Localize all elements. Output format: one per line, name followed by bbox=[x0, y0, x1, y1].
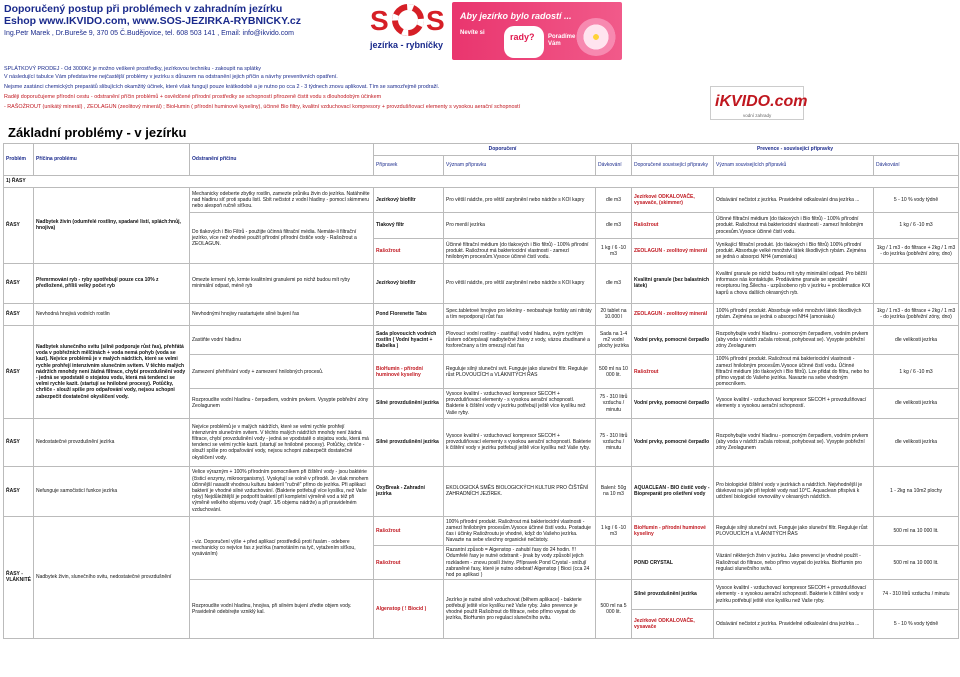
header-line1: Doporučený postup při problémech v zahradním jezírku bbox=[4, 3, 283, 15]
table-row bbox=[4, 418, 959, 466]
prev-desc: Pro biologické čištění vody v jezírkách a nádržích. Nejvhodnější je dávkovat na jaře při teplotě vody nad 10°C. Aquaclean přispívá k udržení biologické rovnováhy v okrasných nádržích. bbox=[714, 466, 874, 516]
prev-desc: 100% přírodní produkt. Absorbuje velké množství látek škodlivých rybám. Zejména se jedná o absorpci NH4 (amoniaku) bbox=[714, 303, 874, 325]
prev-desc: Vysoce kvalitní - vzduchovací kompresor SECOH + provzdušňovací elementy - s vysokou aerační schopností. Bakterie k čištění vody v jezírku potřebují ještě více kyslíku než Vaše ryby. bbox=[714, 580, 874, 610]
col-doporuceni: Doporučení bbox=[374, 144, 632, 156]
prev-dose: 1 - 2kg na 10m2 plochy bbox=[874, 466, 959, 516]
cause-cell: Nadbytek živin, slunečního svitu, nedostatečné provzdušnění bbox=[34, 516, 190, 639]
fix-cell: Omezte krmení ryb, krmte kvalitními granulemi po nichž budou mít ryby minimální odpad, méně ryb bbox=[190, 263, 374, 303]
col-cause: Příčina problému bbox=[34, 144, 190, 176]
problem-cell: ŘASY bbox=[4, 418, 34, 466]
header-line2[interactable]: Eshop www.IKVIDO.com, www.SOS-JEZIRKA-RYBNICKY.cz bbox=[4, 15, 301, 27]
prev-dose: dle velikosti jezírka bbox=[874, 389, 959, 418]
prep-dose: 500 ml na 5 000 lit. bbox=[596, 580, 632, 639]
cause-cell: Nadbytek živin (odumřelé rostliny, spadané listí, splách:hnůj, hnojiva) bbox=[34, 188, 190, 264]
fix-cell: Zamezení přehřívání vody + zamezení hnilobných procesů. bbox=[190, 355, 374, 389]
prep-desc: Vysoce kvalitní - vzduchovací kompresor SECOH + provzdušňovací elementy - s vysokou aerační schopností. Bakterie k čištění vody v jezírku potřebují ještě více kyslíku než Vaše ryby. bbox=[444, 389, 596, 418]
prep-dose: 20 tablet na 10.000 l bbox=[596, 303, 632, 325]
prep-name: Sada plovoucích vodních rostlin ( Vodní hyacint + Babelka ) bbox=[374, 325, 444, 354]
table-row bbox=[4, 263, 959, 303]
prep-name: Rašožrout bbox=[374, 546, 444, 580]
prep-desc: Reguluje silný sluneční svit. Funguje jako sluneční filtr. Reguluje růst PLOVOUCÍCH a VLÁKNITÝCH ŘAS bbox=[444, 355, 596, 389]
prev-desc: Účinné filtrační médium (do tlakových i Bio filtrů) - 100% přírodní produkt. Rašožrout má bakteriocidní vlastnosti - zamezí hnilobným procesům.Vysoce účinné čistí vodu. bbox=[714, 213, 874, 238]
prep-name: Pond Florenette Tabs bbox=[374, 303, 444, 325]
prev-desc: Odsávání nečistot z jezírka. Pravidelné odkalování dna jezírka ... bbox=[714, 188, 874, 213]
banner-sub: Nevíte si bbox=[460, 30, 485, 36]
sos-logo-sub: jezírka - rybníčky bbox=[370, 40, 444, 50]
prev-desc: Rozpohybujte vodní hladinu - pomocným čerpadlem, vodním prvkem (aby voda v nádrži začala rotovat, pohybovat se). Vysypte pobřežní zóny Zeolagunem bbox=[714, 325, 874, 354]
prev-desc: Vázání některých živin v jezírku. Jako prevenci je vhodné použít - Rašožrout do filtrace, nebo přímo vsypat do jezírka. BioHumin pro regulaci slunečního svitu. bbox=[714, 546, 874, 580]
prev-dose: 1 kg / 6 -10 m3 bbox=[874, 213, 959, 238]
header-address: Ing.Petr Marek , Dr.Bureše 9, 370 05 Č.Budějovice, tel. 608 503 141 , Email: info@ikvido.com bbox=[4, 30, 294, 37]
prep-dose: Balení: 50g na 10 m3 bbox=[596, 466, 632, 516]
prep-name: Jezírkový biofiltr bbox=[374, 188, 444, 213]
prev-desc: Rozpohybujte vodní hladinu - pomocným čerpadlem, vodním prvkem (aby voda v nádrži začala rotovat, pohybovat se). Vysypte pobřežní zóny Zeolagunem bbox=[714, 418, 874, 466]
prep-dose: dle m3 bbox=[596, 263, 632, 303]
prep-desc: Plovoucí vodní rostliny - zastiňují vodní hladinu, svým rychlým růstem odčerpávají nadbytečné živiny z vody, vázou zbudinané a fosforečnany a tím omezují růst řas bbox=[444, 325, 596, 354]
col-pripravek: Přípravek bbox=[374, 156, 444, 176]
prep-desc: Pro větší nádrže, pro větší zarybnění nebo nádrže s KOI kapry bbox=[444, 188, 596, 213]
prep-desc: 100% přírodní produkt. Rašožrout má bakteriocidní vlastnosti - zamezí hnilobným procesům.Vysoce účinné čistí vodu. Postaduje čas i účinky Rašožroutu je vhodné, když do Vašeho jezírka. Navazte na sebe všechny organické nečistoty. bbox=[444, 516, 596, 546]
prep-name: Rašožrout bbox=[374, 516, 444, 546]
prev-name: ZEOLAGUN - zeolitový minerál bbox=[632, 303, 714, 325]
fix-cell: Velice výrazným + 100% přírodním pomocníkem při čištění vody - jsou baktérie (čisticí enzymy, mikroorganismy). Vyskytují se volně v přírodě. Je však mnohem účinnější nasadit vhodnou kulturu bakterií "ručně" přímo do jezírka. Při aplikaci bakterií je vhodné silné vzduchování. (Bakterie potřebují více kyslíku, než Vaše ryby) Nejdůležitější je podpořit bakterií při kompletní výměně vod a též při výměně velkého objemu vody (např. 1/5 objemu nádrže) a při pravidelném vzduchování. bbox=[190, 466, 374, 516]
intro-chem: Nejsme zastánci chemických preparátů slibujících okamžitý účinek, které však fungují pouze krátkodobě a je nutno po cca 2 - 3 týdnech znovu aplikovat. Tím se samozřejmě prodraží. bbox=[4, 84, 440, 90]
prep-dose: 500 ml na 10 000 lit. bbox=[596, 355, 632, 389]
prev-name: Kvalitní granule (bez balastních látek) bbox=[632, 263, 714, 303]
intro-table: V následující tabulce Vám představíme nejčastější problémy v jezírku s důrazem na odstranění jejich příčin a návrhy preventivních opatření. bbox=[4, 74, 338, 80]
section-rasy: 1) ŘASY bbox=[4, 176, 959, 188]
problem-cell: ŘASY - VLÁKNITÉ bbox=[4, 516, 34, 639]
problem-cell: ŘASY bbox=[4, 325, 34, 418]
prev-desc: Vysoce kvalitní - vzduchovací kompresor SECOH + provzdušňovací elementy s vysokou aerační schopností. bbox=[714, 389, 874, 418]
prep-desc: EKOLOGICKÁ SMĚS BIOLOGICKÝCH KULTUR PRO ČIŠTĚNÍ ZAHRADNÍCH JEZÍREK. bbox=[444, 466, 596, 516]
prev-dose: 500 ml na 10 000 lit. bbox=[874, 546, 959, 580]
problem-cell: ŘASY bbox=[4, 188, 34, 264]
cause-cell: Nefunguje samočisticí funkce jezírka bbox=[34, 466, 190, 516]
prev-dose: 1kg / 1 m3 - do filtrace + 2kg / 1 m3 - do jezírka (pobřežní zóny, dno) bbox=[874, 303, 959, 325]
prev-dose: dle velikosti jezírka bbox=[874, 418, 959, 466]
prep-dose: dle m3 bbox=[596, 188, 632, 213]
prev-name: Jezírkové ODKALOVAČE, vysavače bbox=[632, 609, 714, 639]
prep-desc: Spec.tabletové hnojivo pro lekníny - neobsahuje fosfáty ani nitráty a tím nepodporují růst řas bbox=[444, 303, 596, 325]
flower-icon bbox=[576, 18, 616, 56]
cause-cell: Přemrmování ryb - ryby spotřebují pouze cca 10% z předložené, příliš velký počet ryb bbox=[34, 263, 190, 303]
fix-cell: Nevhodnými hnojivy nastartujete silné bujení řas bbox=[190, 303, 374, 325]
problem-cell: ŘASY bbox=[4, 466, 34, 516]
problem-table bbox=[3, 143, 959, 639]
fix-cell: Do tlakových i Bio Filtrů - použijte účinná filtrační média. Nemáte-li filtrační jezírko, více než vhodné použít přírodní přírodní čističe vody - Rašožrout a ZEOLAGUN. bbox=[190, 213, 374, 264]
svg-text:S: S bbox=[370, 5, 389, 36]
prep-name: Tlakový filtr bbox=[374, 213, 444, 238]
problem-cell: ŘASY bbox=[4, 263, 34, 303]
table-row bbox=[4, 188, 959, 213]
prev-name: Silné provzdušnění jezírka bbox=[632, 580, 714, 610]
prev-name: Vodní prvky, pomocné čerpadlo bbox=[632, 325, 714, 354]
prev-desc: Odsávání nečistot z jezírka. Pravidelné odkalování dna jezírka ... bbox=[714, 609, 874, 639]
ikvido-logo[interactable] bbox=[710, 86, 808, 120]
col-vyznam: Význam přípravku bbox=[444, 156, 596, 176]
prep-desc: Účinné filtrační médium (do tlakových i Bio filtrů) - 100% přírodní produkt. Rašožrout má bakteriocidní vlastnosti - zamezí hnilobným procesům.Vysoce účinné čistí vodu. bbox=[444, 238, 596, 263]
prev-name: Jezírkové ODKALOVAČE, vysavače, (skimmer) bbox=[632, 188, 714, 213]
prep-desc: Pro menší jezírka bbox=[444, 213, 596, 238]
intro-products: - RAŠOŽROUT (unikátý minerál) , ZEOLAGUN (zeolitový minerál) ; BioHumin ( přírodní huminové kyseliny), účinné Bio filtry, kvalitní vzduchovací kompresory + provzdušňovací elementy s vysokou aerační schopností bbox=[4, 104, 521, 110]
prep-name: Jezírkový biofiltr bbox=[374, 263, 444, 303]
prev-dose: 5 - 10 % vody týdně bbox=[874, 188, 959, 213]
prep-desc: Vysoce kvalitní - vzduchovací kompresor SECOH + provzdušňovací elementy s vysokou aerační schopností. Bakterie k čištění vody v jezírku potřebují ještě více kyslíku než Vaše ryby. bbox=[444, 418, 596, 466]
prev-name: ZEOLAGUN - zeolitový minerál bbox=[632, 238, 714, 263]
prev-desc: 100% přírodní produkt. Rašožrout má bakteriocidní vlastnosti - zamezí hnilobným procesům.Vysoce účinné čistí vodu. Účinné filtrační médium (do tlakových i Bio filtrů). Lze přidat do filtru, nebo ho přímo vsypat do Vašeho jezírka. Navazte na sebe vhodným pomocníkem. bbox=[714, 355, 874, 389]
prep-dose: 1 kg / 6 -10 m3 bbox=[596, 516, 632, 546]
fix-cell: Nejvíce problémů je v malých nádržích, které se velmi rychle prohřejí intenzivním slunečním svitem. V těchto malých nádržích mnohdy není žádná filtrace, chybí provzdušnění vody - jedná se vpodstatě o stojatou vodu, která má tendenci se velmi rychle kazit. (startují se hnilobné procesy). Potůčky, chrliče - slouží spíše pro odpařování vody, nejsou schopni zabezpečit dostatečné okysličení vody. bbox=[190, 418, 374, 466]
col-prevence: Prevence - související přípravky bbox=[632, 144, 959, 156]
prev-dose: 74 - 310 litrů vzduchu / minutu bbox=[874, 580, 959, 610]
svg-text:S: S bbox=[426, 5, 445, 36]
prev-name: Rašožrout bbox=[632, 213, 714, 238]
fix-cell: Rozproudíte vodní hladinu - čerpadlem, vodním prvkem. Vysypte pobřežní zóny Zeolagunem bbox=[190, 389, 374, 418]
prev-desc: Vynikající filtrační produkt. (do tlakových i Bio filtrů) 100% přírodní produkt. Absorbuje velké množství látek škodlivých rybám. Zejména se jedná o absorpci NH4 (amoniaku) bbox=[714, 238, 874, 263]
prep-dose: dle m3 bbox=[596, 213, 632, 238]
prep-name: Silné provzdušnění jezírka bbox=[374, 389, 444, 418]
table-row bbox=[4, 466, 959, 516]
prep-dose: 75 - 310 litrů vzduchu / minutu bbox=[596, 418, 632, 466]
problem-cell: ŘASY bbox=[4, 303, 34, 325]
ikvido-sub: vodní zahrady bbox=[743, 113, 772, 118]
sos-logo bbox=[366, 2, 450, 56]
prev-dose bbox=[874, 263, 959, 303]
page-title: Základní problémy - v jezírku bbox=[8, 125, 187, 140]
prep-name: Rašožrout bbox=[374, 238, 444, 263]
header-row-1 bbox=[4, 144, 959, 156]
table-row bbox=[4, 303, 959, 325]
prev-name: Vodní prvky, pomocné čerpadlo bbox=[632, 418, 714, 466]
prev-name: Vodní prvky, pomocné čerpadlo bbox=[632, 389, 714, 418]
prev-dose: dle velikosti jezírka bbox=[874, 325, 959, 354]
prep-dose: 1 kg / 6 -10 m3 bbox=[596, 238, 632, 263]
table-row bbox=[4, 516, 959, 546]
intro-natural: Raději doporučujeme přírodní cestu - odstranění příčin problémů + osvědčené přírodní prostředky se schopností přirozeně čistit vodu s dlouhodobým účinkem bbox=[4, 94, 382, 100]
banner-bubble bbox=[504, 26, 544, 58]
promo-banner[interactable] bbox=[452, 2, 622, 60]
col-vyznam-souvis: Význam souvisejících přípravků bbox=[714, 156, 874, 176]
table-row bbox=[4, 325, 959, 354]
prev-name: Rašožrout bbox=[632, 355, 714, 389]
cause-cell: Nadbytek slunečního svitu (silně podporuje růst řas), přehřátá voda v pobřežních mělčinách + voda nemá pohyb (voda se kazí). Nejvíce problémů je v malých nádržích, které se velmi rychle prohřejí intenzivním slunečním svitem. V těchto malých nádržích mnohdy není žádná filtrace, chybí provzdušnění vody - jedná se vpodstatě o stojatou vodu, která má tendenci se velmi rychle kazit. (startují se hnilobné procesy). Potůčky, chrliče - slouží spíše pro odpařování vody, nejsou schopni zabezpečit dostatečné okysličení vody. bbox=[34, 325, 190, 418]
col-problem: Problém bbox=[4, 144, 34, 176]
banner-headline: Aby jezírko bylo radostí ... bbox=[460, 11, 572, 21]
prep-dose bbox=[596, 546, 632, 580]
prep-desc: Razantní způsob = Algenstop - zahubí řasy do 24 hodin. !!! Odumřelé řasy je nutné odstranit - jinak by vody způsobí jejich rozkladem - znovu posilí živiny. Přípravek Pond Crystal - snižují zabraněné řasy, které je nutno odebrat! Algenstop ( Bioci (cca 24 hod po aplikaci ) bbox=[444, 546, 596, 580]
cause-cell: Nedostatečné provzdušnění jezírka bbox=[34, 418, 190, 466]
ikvido-brand: iKVIDO.com bbox=[715, 93, 808, 110]
prep-name: Algenstop ( ! Biocid ) bbox=[374, 580, 444, 639]
section-row bbox=[4, 176, 959, 188]
fix-cell: Mechanicky odeberte zbytky rostlin, zamezte průniku živin do jezírka. Natáhněte nad hladinu síť proti spadu listí. Sbít nečistot z vodní hladiny - pomocí skimmeru nebo alespoň ručně síťkou. bbox=[190, 188, 374, 213]
prev-name: AQUACLEAN - BIO čistič vody - Biopreparát pro ošetření vody bbox=[632, 466, 714, 516]
prev-dose: 1kg / 1 m3 - do filtrace + 2kg / 1 m3 - do jezírka (pobřežní zóny, dno) bbox=[874, 238, 959, 263]
prep-name: OxyBreak - Zahradní jezírka bbox=[374, 466, 444, 516]
col-fix: Odstranění příčinu bbox=[190, 144, 374, 176]
prev-dose: 500 ml na 10 000 lit. bbox=[874, 516, 959, 546]
fix-cell: - viz. Doporučení výše + před aplikací prostředků proti řasám - odebere mechanicky co nejvíce řas z jezírka (namotáním na tyč, vytažením síťkou, vysáváním) bbox=[190, 516, 374, 580]
prep-desc: Jezírko je nutné silně vzduchovat (během aplikace) - bakterie potřebují ještě více kyslíku než Vaše ryby. Jako prevence je vhodné použít Rašožrout do filtrace, nebo přímo vsypat do jezírka, BioHumin pro regulaci slunečního svitu. bbox=[444, 580, 596, 639]
prep-dose: Sada na 1-4 m2 vodní plochy jezírka bbox=[596, 325, 632, 354]
fix-cell: Zastiňte vodní hladinu bbox=[190, 325, 374, 354]
fix-cell: Rozproudíte vodní hladinu, hnojiva, při silném bujení zředte objem vody. Pravidelně odebírejte vzniklý kal. bbox=[190, 580, 374, 639]
prev-desc: Kvalitní granule po nichž budou mít ryby minimální odpad. Pro běžší informace nás kontaktujte. Prodáváme granule se speciální recepturou Ing.Šilecha - uzpůsobeno ryb v jezírku + problematice KOI kaprů a chovu dalších okrasných ryb. bbox=[714, 263, 874, 303]
col-doporucene: Doporučené související přípravky bbox=[632, 156, 714, 176]
prev-name: BioHumin - přírodní huminové kyseliny bbox=[632, 516, 714, 546]
prep-name: BioHumin - přírodní huminové kyseliny bbox=[374, 355, 444, 389]
banner-poradime: Poradíme Vám bbox=[548, 34, 576, 47]
cause-cell: Nevhodná hnojivá vodních rostlin bbox=[34, 303, 190, 325]
prev-dose: 5 - 10 % vody týdně bbox=[874, 609, 959, 639]
prep-name: Silné provzdušnění jezírka bbox=[374, 418, 444, 466]
header bbox=[4, 3, 364, 37]
prep-desc: Pro větší nádrže, pro větší zarybnění nebo nádrže s KOI kapry bbox=[444, 263, 596, 303]
col-davkovani: Dávkování bbox=[596, 156, 632, 176]
intro-splatky: SPLÁTKOVÝ PRODEJ - Od 3000Kč je možno veškeré prostředky, jezírkovou techniku - zakoupit na splátky bbox=[4, 66, 261, 72]
prev-name: POND CRYSTAL bbox=[632, 546, 714, 580]
col-davkovani2: Dávkování bbox=[874, 156, 959, 176]
prev-dose: 1 kg / 6 -10 m3 bbox=[874, 355, 959, 389]
prep-dose: 75 - 310 litrů vzduchu / minutu bbox=[596, 389, 632, 418]
banner-bubble-text: rady? bbox=[510, 32, 535, 42]
prev-desc: Reguluje silný sluneční svit. Funguje jako sluneční filtr. Reguluje růst PLOVOUCÍCH a VLÁKNITÝCH ŘAS bbox=[714, 516, 874, 546]
